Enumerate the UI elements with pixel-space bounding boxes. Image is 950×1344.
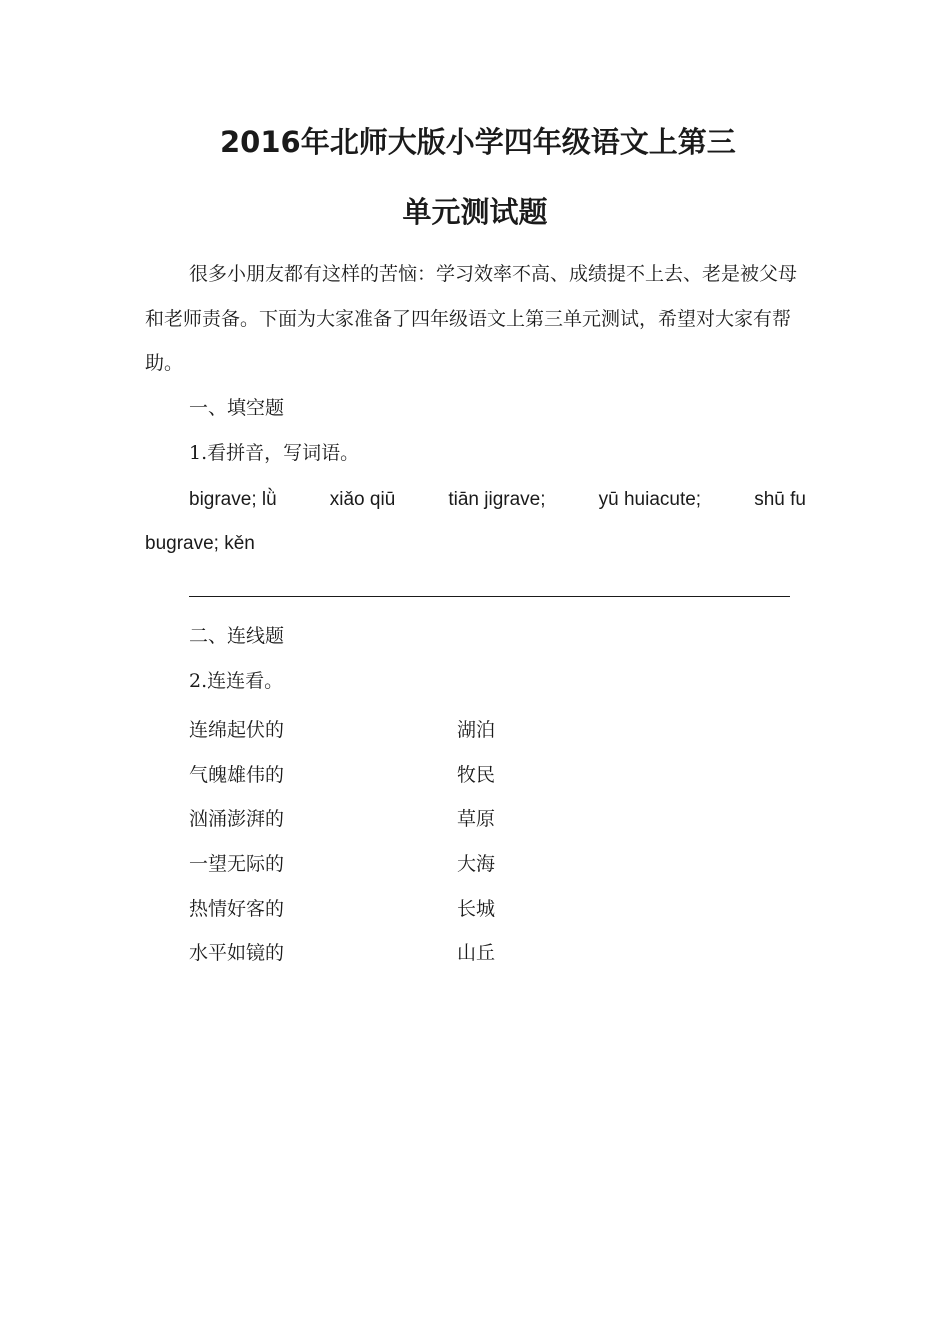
- match-left-item: 气魄雄伟的: [189, 764, 285, 786]
- section-heading-fill-blank: 一、填空题: [189, 397, 285, 419]
- pinyin-item: bigrave; lǜ: [189, 489, 277, 510]
- match-right-item: 牧民: [457, 764, 496, 786]
- answer-line: [189, 596, 790, 597]
- pinyin-item: yū huiacute;: [598, 489, 702, 510]
- document-title-line-1: 2016年北师大版小学四年级语文上第三: [220, 125, 736, 159]
- match-right-item: 草原: [457, 808, 496, 830]
- match-right-item: 大海: [457, 853, 496, 875]
- match-left-item: 连绵起伏的: [189, 719, 285, 741]
- match-right-item: 山丘: [457, 942, 496, 964]
- document-title-line-2: 单元测试题: [402, 195, 548, 229]
- match-left-item: 汹涌澎湃的: [189, 808, 285, 830]
- match-left-item: 热情好客的: [189, 898, 285, 920]
- pinyin-row: [189, 486, 806, 514]
- pinyin-item-continued: bugrave; kěn: [145, 533, 255, 554]
- match-right-item: 长城: [457, 898, 496, 920]
- match-right-item: 湖泊: [457, 719, 496, 741]
- match-left-item: 一望无际的: [189, 853, 285, 875]
- question-1: 1.看拼音，写词语。: [189, 442, 360, 464]
- question-2: 2.连连看。: [189, 670, 284, 692]
- pinyin-item: xiǎo qiū: [329, 489, 396, 510]
- pinyin-item: tiān jigrave;: [448, 489, 546, 510]
- intro-paragraph: 很多小朋友都有这样的苦恼：学习效率不高、成绩提不上去、老是被父母和老师责备。下面为大家准备了四年级语文上第三单元测试，希望对大家有帮助。: [145, 263, 798, 374]
- pinyin-item: shū fu: [754, 489, 806, 510]
- match-left-item: 水平如镜的: [189, 942, 285, 964]
- section-heading-matching: 二、连线题: [189, 625, 285, 647]
